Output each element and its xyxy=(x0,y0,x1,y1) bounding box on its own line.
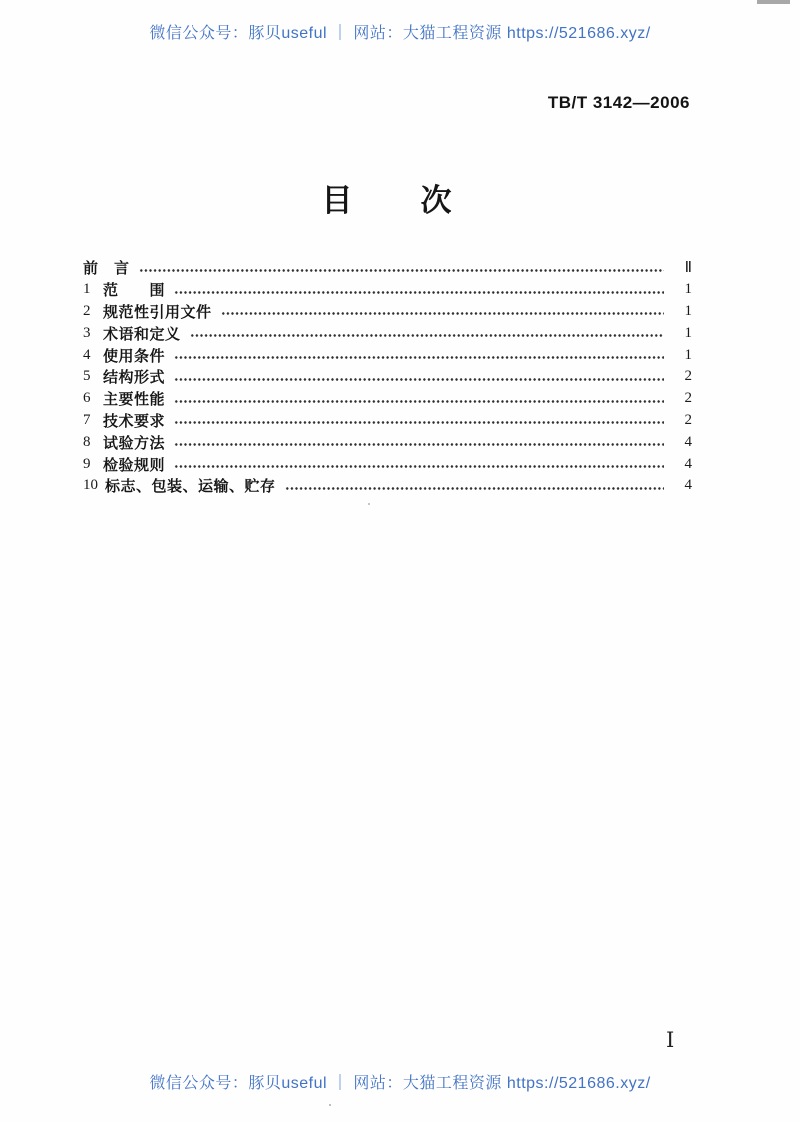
toc-entry-label: 前 言 xyxy=(83,260,130,278)
watermark-bottom: 微信公众号：豚贝useful ｜ 网站：大猫工程资源 https://521686.xyz/ xyxy=(149,1075,651,1092)
toc-leader-dots xyxy=(174,410,664,432)
toc-entry-label: 检验规则 xyxy=(103,456,166,474)
toc-leader-dots xyxy=(174,366,664,388)
toc-entry-label: 使用条件 xyxy=(103,347,166,365)
toc-entry-label: 试验方法 xyxy=(103,434,166,452)
toc-entry xyxy=(83,257,692,279)
toc-entry-number: 8 xyxy=(83,433,91,450)
toc-entry-page: 1 xyxy=(684,281,692,298)
toc-entry-label: 结构形式 xyxy=(103,369,166,387)
scan-artifact-dot xyxy=(368,503,370,505)
toc-entry-page: 4 xyxy=(684,433,692,450)
standard-code: TB/T 3142—2006 xyxy=(547,93,690,112)
toc-list xyxy=(83,257,692,497)
toc-leader-dots xyxy=(174,344,664,366)
toc-entry-page: Ⅱ xyxy=(684,260,692,277)
toc-entry xyxy=(83,410,692,432)
toc-entry-page: 1 xyxy=(684,302,692,319)
toc-entry xyxy=(83,475,692,497)
toc-entry-label: 规范性引用文件 xyxy=(103,303,212,321)
toc-leader-dots xyxy=(190,322,664,344)
toc-entry-number: 5 xyxy=(83,368,91,385)
toc-entry-page: 1 xyxy=(684,324,692,341)
toc-entry xyxy=(83,366,692,388)
toc-entry xyxy=(83,344,692,366)
toc-entry-page: 4 xyxy=(684,477,692,494)
toc-entry-number: 4 xyxy=(83,346,91,363)
toc-leader-dots xyxy=(139,257,664,279)
toc-entry-label: 标志、包装、运输、贮存 xyxy=(105,478,276,496)
toc-entry-page: 1 xyxy=(684,346,692,363)
toc-leader-dots xyxy=(174,453,664,475)
toc-entry-page: 2 xyxy=(684,411,692,428)
toc-entry-number: 7 xyxy=(83,411,91,428)
toc-leader-dots xyxy=(285,475,664,497)
toc-entry-number: 1 xyxy=(83,281,91,298)
toc-entry xyxy=(83,279,692,301)
toc-entry xyxy=(83,322,692,344)
toc-entry-label: 技术要求 xyxy=(103,412,166,430)
toc-entry xyxy=(83,431,692,453)
toc-entry-number: 6 xyxy=(83,390,91,407)
toc-entry-number: 2 xyxy=(83,302,91,319)
watermark-top: 微信公众号：豚贝useful ｜ 网站：大猫工程资源 https://521686.xyz/ xyxy=(149,25,651,42)
toc-entry-label: 主要性能 xyxy=(103,391,166,409)
toc-entry xyxy=(83,301,692,323)
toc-entry-label: 术语和定义 xyxy=(103,325,181,343)
toc-leader-dots xyxy=(174,388,664,410)
toc-entry xyxy=(83,388,692,410)
toc-leader-dots xyxy=(174,431,664,453)
scan-artifact-dot xyxy=(329,1104,331,1106)
toc-entry-page: 4 xyxy=(684,455,692,472)
toc-entry-label: 范 围 xyxy=(103,282,166,300)
toc-entry-page: 2 xyxy=(684,390,692,407)
toc-entry xyxy=(83,453,692,475)
toc-entry-number: 10 xyxy=(83,477,98,494)
toc-entry-number: 3 xyxy=(83,324,91,341)
toc-entry-number: 9 xyxy=(83,455,91,472)
page-number: I xyxy=(666,1028,675,1052)
toc-leader-dots xyxy=(174,279,664,301)
scan-artifact-bar xyxy=(757,0,790,4)
toc-title: 目 次 xyxy=(321,183,454,218)
toc-leader-dots xyxy=(221,301,664,323)
toc-entry-page: 2 xyxy=(684,368,692,385)
